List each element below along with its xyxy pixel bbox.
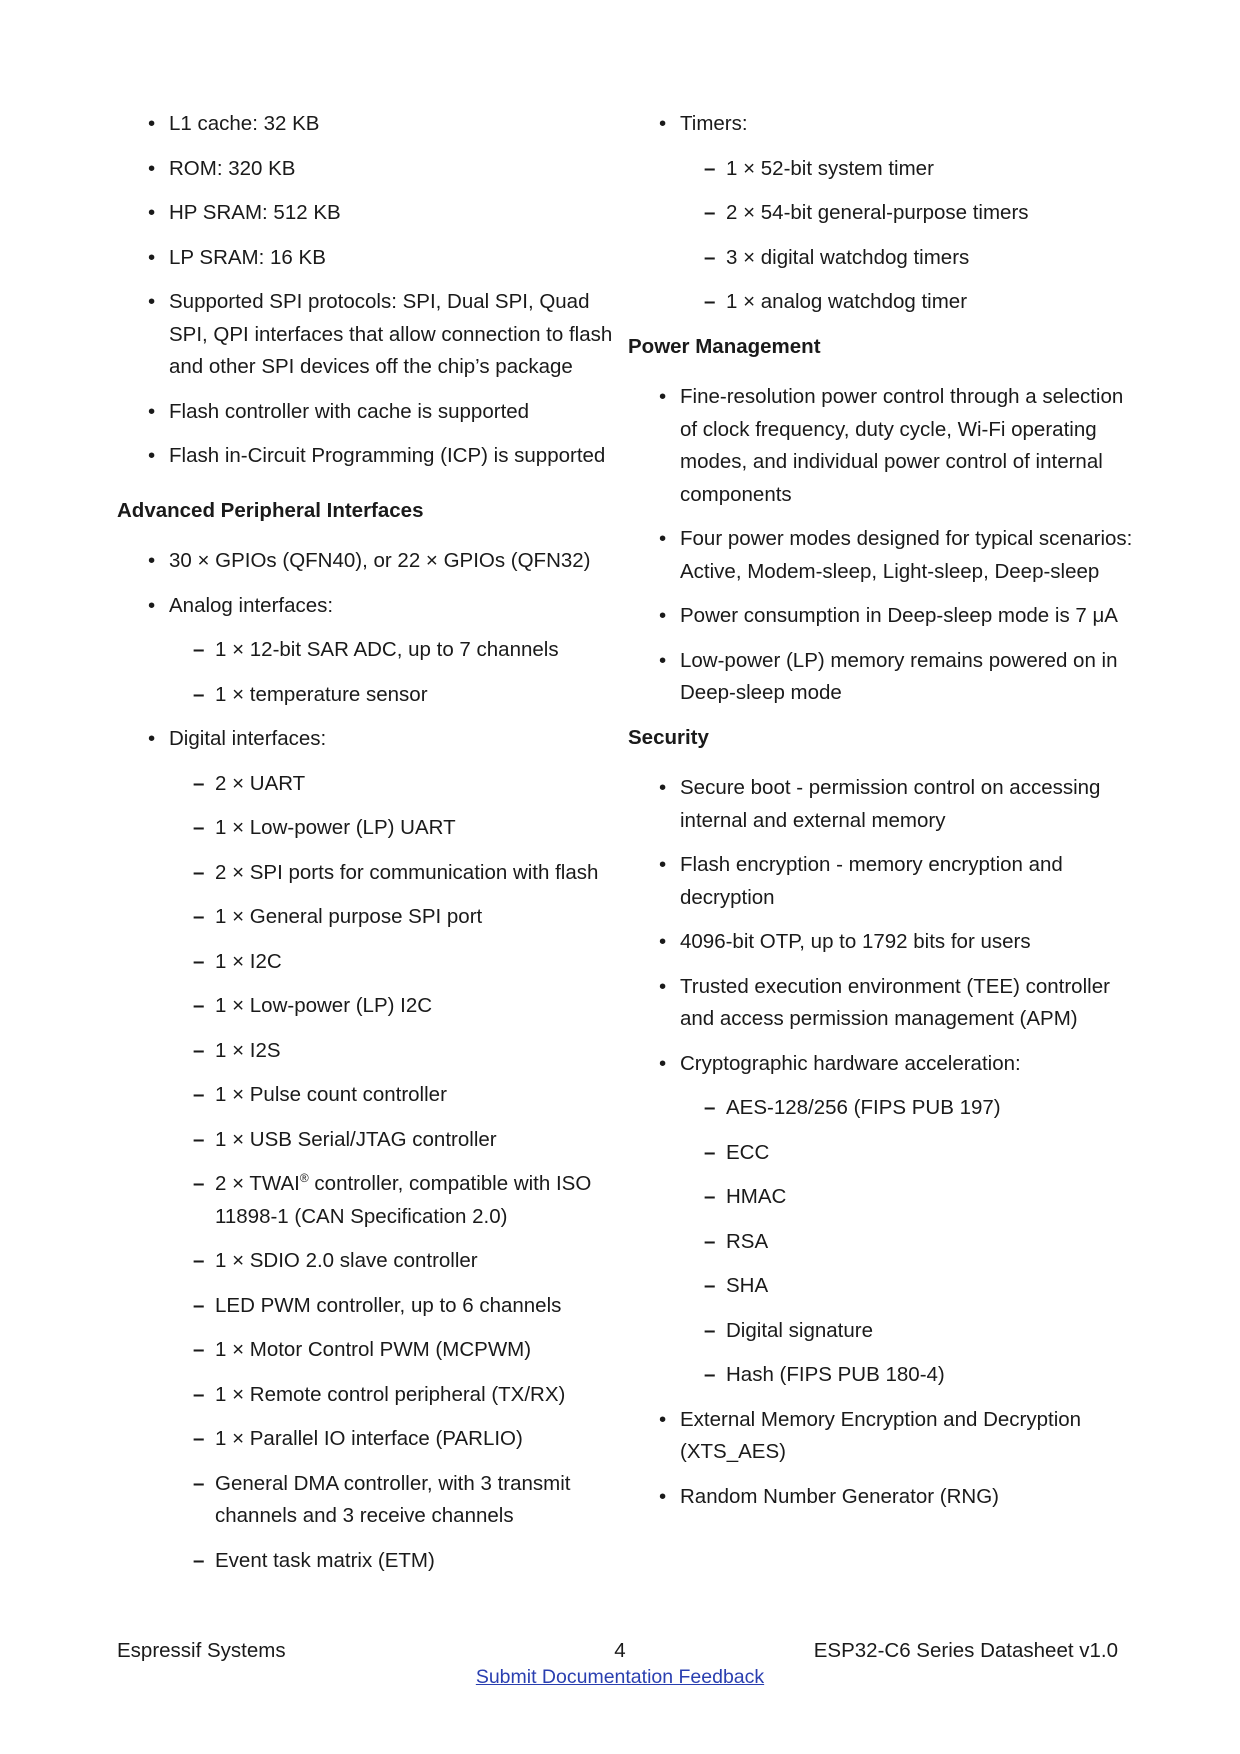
sublist-item: – AES-128/256 (FIPS PUB 197) (704, 1096, 1001, 1119)
list-item: • Supported SPI protocols: SPI, Dual SPI, Quad SPI, QPI interfaces that allow connection to flash and other SPI devices off the chip’s package (148, 290, 613, 378)
list-item-analog: • Analog interfaces: – 1 × 12-bit SAR ADC, up to 7 channels – 1 × temperature sensor (117, 590, 617, 712)
list-item: • Flash in-Circuit Programming (ICP) is supported (148, 444, 606, 467)
sublist-item: – Hash (FIPS PUB 180-4) (704, 1363, 945, 1386)
registered-mark: ® (299, 1171, 309, 1186)
list-item: • ROM: 320 KB (148, 156, 296, 180)
list-item: • Trusted execution environment (TEE) controller and access permission management (APM) (659, 974, 1110, 1030)
memory-list (117, 108, 617, 473)
sublist-item: – 1 × analog watchdog timer (704, 290, 968, 313)
sublist-item: – SHA (704, 1274, 769, 1297)
list-item: • 30 × GPIOs (QFN40), or 22 × GPIOs (QFN32) (148, 549, 591, 572)
list-item: • Random Number Generator (RNG) (659, 1484, 999, 1508)
sublist-item: – Digital signature (704, 1318, 873, 1342)
feedback-link-wrapper (0, 1663, 1240, 1691)
timers-sublist (680, 153, 1133, 319)
sublist-item: – 2 × UART (193, 771, 306, 795)
sublist-item: – 1 × Low-power (LP) UART (193, 816, 456, 839)
sublist-item: – RSA (704, 1229, 769, 1253)
digital-sublist (169, 768, 617, 1578)
crypto-sublist (680, 1092, 1133, 1392)
sublist-item: – 1 × Pulse count controller (193, 1083, 447, 1106)
list-item: • L1 cache: 32 KB (148, 112, 320, 135)
sublist-item: – 2 × SPI ports for communication with flash (193, 860, 599, 884)
timers-list (628, 108, 1133, 319)
sublist-item-twai: – 2 × TWAI® controller, compatible with ISO 11898-1 (CAN Specification 2.0) (193, 1171, 592, 1228)
list-item: • Flash controller with cache is supported (148, 399, 530, 423)
list-item: • 4096-bit OTP, up to 1792 bits for users (659, 930, 1031, 953)
sublist-item: – 1 × General purpose SPI port (193, 905, 483, 928)
sublist-item: – 1 × Parallel IO interface (PARLIO) (193, 1427, 523, 1450)
submit-feedback-link[interactable]: Submit Documentation Feedback (475, 1666, 765, 1688)
footer-company: Espressif Systems (117, 1639, 286, 1662)
sublist-item: – 1 × temperature sensor (193, 682, 428, 706)
sublist-item: – ECC (704, 1140, 770, 1164)
sublist-item: – 1 × SDIO 2.0 slave controller (193, 1249, 478, 1272)
list-item: • Flash encryption - memory encryption and decryption (659, 853, 1063, 909)
list-item: • Low-power (LP) memory remains powered on in Deep-sleep mode (659, 648, 1118, 704)
sublist-item: – LED PWM controller, up to 6 channels (193, 1293, 562, 1317)
section-heading-peripherals: Advanced Peripheral Interfaces (117, 498, 424, 522)
sublist-item: – 1 × Motor Control PWM (MCPWM) (193, 1338, 532, 1361)
power-list (628, 381, 1133, 710)
sublist-item: – 2 × 54-bit general-purpose timers (704, 201, 1029, 224)
sublist-item: – General DMA controller, with 3 transmit channels and 3 receive channels (193, 1471, 571, 1527)
right-column (628, 108, 1133, 1525)
sublist-item: – 1 × Remote control peripheral (TX/RX) (193, 1382, 566, 1406)
list-item-digital: • Digital interfaces: – 2 × UART – 1 × Low-power (LP) UART – 2 × SPI ports for communication with flash – 1 × General purpose SPI port – 1 × I2C – 1 × Low-power (LP) I2C – 1 × I2S – 1 × Pulse count controller – 1 × USB Serial/JTAG controller – 2 × TWAI® controller, compatible with ISO 11898-1 (CAN Specification 2.0) – 1 × SDIO 2.0 slave controller – LED PWM controller, up to 6 channels – 1 × Motor Control PWM (MCPWM) – 1 × Remote control peripheral (TX/RX) – 1 × Parallel IO interface (PARLIO) – General DMA controller, with 3 transmit channels and 3 receive channels – Event task matrix (ETM) (117, 723, 617, 1577)
list-item: • Four power modes designed for typical scenarios: Active, Modem-sleep, Light-sleep, Deep-sleep (659, 527, 1133, 583)
sublist-item: – 1 × USB Serial/JTAG controller (193, 1127, 497, 1151)
footer-doc-title: ESP32-C6 Series Datasheet v1.0 (813, 1639, 1118, 1662)
list-item-timers: • Timers: – 1 × 52-bit system timer – 2 × 54-bit general-purpose timers – 3 × digital watchdog timers – 1 × analog watchdog timer (628, 108, 1133, 319)
sublist-item: – 1 × Low-power (LP) I2C (193, 994, 433, 1017)
section-heading-power: Power Management (628, 334, 821, 358)
sublist-item: – 1 × I2S (193, 1038, 281, 1062)
analog-sublist (169, 634, 617, 711)
sublist-item: – Event task matrix (ETM) (193, 1548, 435, 1572)
list-item: • Secure boot - permission control on accessing internal and external memory (659, 776, 1101, 832)
footer-page-number: 4 (614, 1639, 626, 1662)
sublist-item: – 1 × 12-bit SAR ADC, up to 7 channels (193, 638, 559, 661)
peripherals-list (117, 545, 617, 1577)
list-item-crypto: • Cryptographic hardware acceleration: – AES-128/256 (FIPS PUB 197) – ECC – HMAC – RSA – SHA – Digital signature – Hash (FIPS PUB 180-4) (628, 1048, 1133, 1392)
list-item: • LP SRAM: 16 KB (148, 245, 326, 269)
sublist-item: – 1 × I2C (193, 949, 282, 973)
list-item: • Power consumption in Deep-sleep mode is 7 μA (659, 604, 1118, 627)
left-column (117, 108, 617, 1589)
sublist-item: – HMAC (704, 1185, 787, 1208)
security-list (628, 772, 1133, 1513)
sublist-item: – 3 × digital watchdog timers (704, 245, 970, 269)
list-item: • HP SRAM: 512 KB (148, 201, 341, 224)
section-heading-security: Security (628, 725, 709, 749)
sublist-item: – 1 × 52-bit system timer (704, 156, 934, 180)
list-item: • Fine-resolution power control through a selection of clock frequency, duty cycle, Wi-Fi operating modes, and individual power control of internal components (659, 385, 1124, 506)
list-item: • External Memory Encryption and Decryption (XTS_AES) (659, 1407, 1082, 1463)
